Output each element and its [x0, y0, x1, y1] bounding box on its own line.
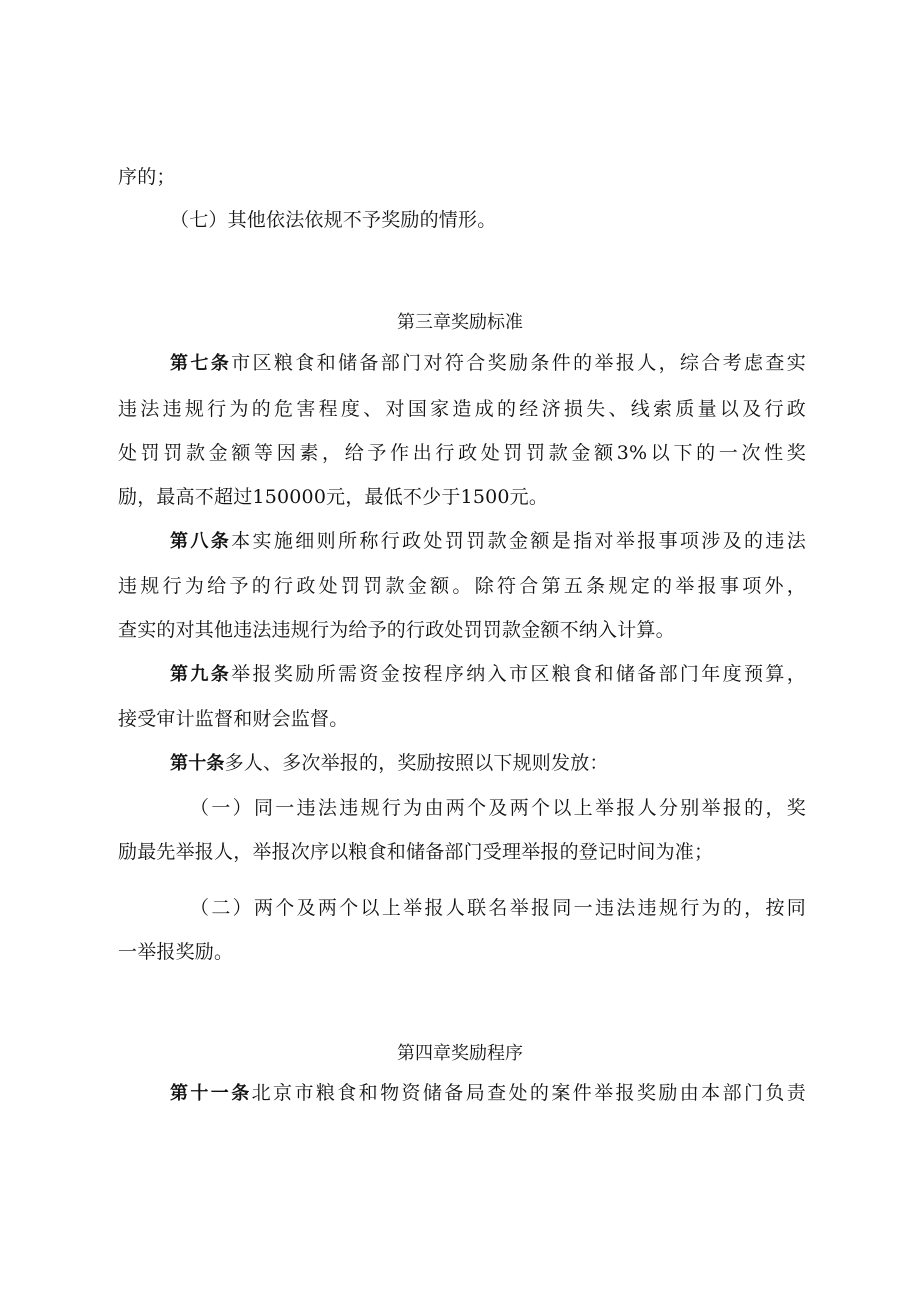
article-nine-line-2: 接受审计监督和财会监督。 — [118, 708, 349, 730]
paragraph-continuation-line: 序的； — [118, 166, 176, 188]
article-ten-line-1 — [170, 751, 609, 776]
article-seven-line-2: 违法违规行为的危害程度、对国家造成的经济损失、线索质量以及行政 — [118, 398, 806, 420]
article-seven-line-4: 励，最高不超过150000元，最低不少于1500元。 — [118, 486, 549, 508]
article-eleven-line-1 — [170, 1081, 806, 1106]
article-eight-line-3: 查实的对其他违法违规行为给予的行政处罚罚款金额不纳入计算。 — [118, 619, 675, 641]
article-seven-line-3: 处罚罚款金额等因素，给予作出行政处罚罚款金额3%以下的一次性奖 — [118, 442, 807, 464]
article-nine-line-1 — [170, 662, 806, 687]
article-eight-line-2: 违规行为给予的行政处罚罚款金额。除符合第五条规定的举报事项外， — [118, 575, 806, 597]
article-eleven-label: 第十一条 — [170, 1083, 252, 1104]
item-two-line-2: 一举报奖励。 — [118, 941, 234, 963]
article-eight-text-1: 本实施细则所称行政处罚罚款金额是指对举报事项涉及的违法 — [231, 530, 806, 552]
article-ten-text-1: 多人、多次举报的，奖励按照以下规则发放： — [224, 752, 609, 774]
article-eleven-text-1: 北京市粮食和物资储备局查处的案件举报奖励由本部门负责 — [251, 1082, 806, 1104]
article-nine-text-1: 举报奖励所需资金按程序纳入市区粮食和储备部门年度预算， — [231, 663, 806, 685]
chapter-four-heading: 第四章奖励程序 — [397, 1043, 523, 1064]
chapter-three-heading: 第三章奖励标准 — [397, 312, 523, 333]
article-eight-line-1 — [170, 529, 806, 554]
item-seven: （七）其他依法依规不予奖励的情形。 — [170, 209, 497, 231]
article-eight-label: 第八条 — [170, 531, 232, 552]
item-one-line-2: 励最先举报人，举报次序以粮食和储备部门受理举报的登记时间为准； — [118, 841, 714, 863]
article-seven-text-1: 市区粮食和储备部门对符合奖励条件的举报人，综合考虑查实 — [231, 352, 806, 374]
item-one-line-1: （一）同一违法违规行为由两个及两个以上举报人分别举报的，奖 — [190, 797, 806, 819]
article-nine-label: 第九条 — [170, 664, 232, 685]
article-seven-line-1 — [170, 351, 806, 376]
article-ten-label: 第十条 — [170, 753, 225, 774]
item-two-line-1: （二）两个及两个以上举报人联名举报同一违法违规行为的，按同 — [190, 897, 806, 919]
article-seven-label: 第七条 — [170, 353, 232, 374]
